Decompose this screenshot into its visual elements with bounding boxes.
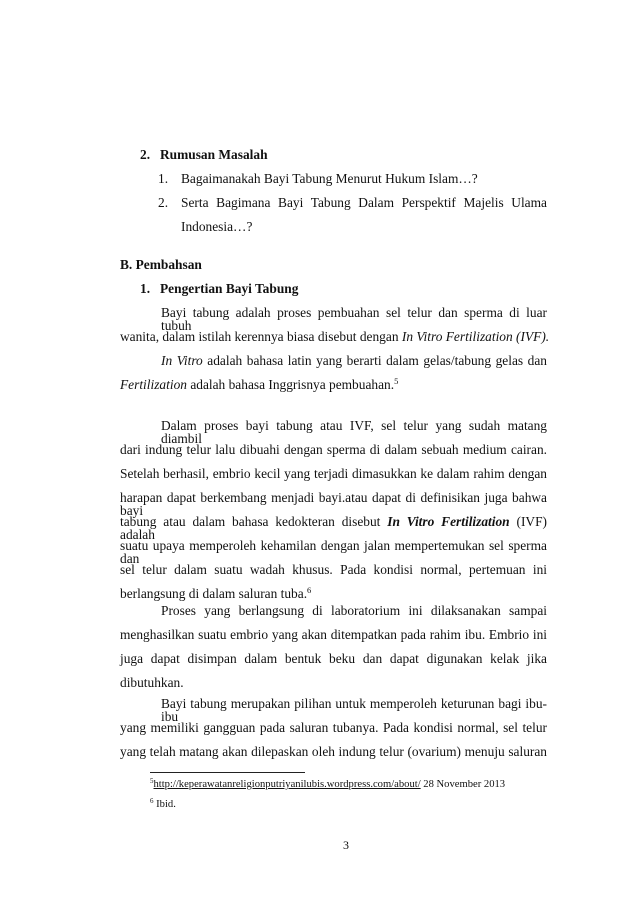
paragraph-line: Bayi tabung merupakan pilihan untuk memperoleh keturunan bagi ibu- ibu [161, 696, 547, 725]
paragraph-line: sel telur dalam suatu wadah khusus. Pada kondisi normal, pertemuan ini [120, 562, 547, 577]
section-heading-pembahasan: B. Pembahsan [120, 257, 202, 272]
section-heading-rumusan: Rumusan Masalah [160, 147, 268, 162]
footnote-number: 6 [150, 797, 154, 805]
footnote-separator [150, 772, 305, 773]
list-item-text: Bagaimanakah Bayi Tabung Menurut Hukum Islam…? [181, 171, 478, 186]
list-item-number: 1. [158, 171, 169, 186]
paragraph-line: wanita, dalam istilah kerennya biasa disebut dengan In Vitro Fertilization (IVF). [120, 329, 550, 344]
term-ivf: In Vitro Fertilization (IVF). [401, 329, 550, 344]
list-item-number: 2. [158, 195, 169, 210]
footnote-6: $^6$ Ibid. [150, 797, 176, 810]
paragraph-line: Bayi tabung adalah proses pembuahan sel telur dan sperma di luar tubuh [161, 305, 547, 334]
list-item-text: Serta Bagimana Bayi Tabung Dalam Perspektif Majelis Ulama [181, 195, 547, 210]
paragraph-line: menghasilkan suatu embrio yang akan ditempatkan pada rahim ibu. Embrio ini [120, 627, 547, 642]
paragraph-line: Fertilization adalah bahasa Inggrisnya pembuahan.$^5$ [120, 376, 399, 392]
footnote-link[interactable]: http://keperawatanreligionputriyanilubis.wordpress.com/about/ [153, 779, 421, 790]
paragraph-line: yang memiliki gangguan pada saluran tubanya. Pada kondisi normal, sel telur [120, 720, 547, 735]
paragraph-line: suatu upaya memperoleh kehamilan dengan jalan mempertemukan sel sperma dan [120, 538, 547, 567]
page-number: 3 [343, 838, 349, 852]
subsection-number: 1. [140, 281, 151, 296]
footnote-number: 5 [150, 777, 154, 785]
paragraph-line: juga dapat disimpan dalam bentuk beku dan dapat digunakan kelak jika [120, 651, 547, 666]
term-in-vitro: In Vitro [161, 353, 203, 368]
paragraph-line: berlangsung di dalam saluran tuba.$^6$ [120, 585, 312, 601]
paragraph-line: Setelah berhasil, embrio kecil yang terjadi dimasukkan ke dalam rahim dengan [120, 466, 547, 481]
paragraph-line: harapan dapat berkembang menjadi bayi.atau dapat di definisikan juga bahwa bayi [120, 490, 547, 519]
paragraph-line: In Vitro adalah bahasa latin yang berarti dalam gelas/tabung gelas dan [161, 353, 547, 368]
paragraph-line: Dalam proses bayi tabung atau IVF, sel telur yang sudah matang diambil [161, 418, 547, 447]
subsection-heading: Pengertian Bayi Tabung [160, 281, 299, 296]
footnote-ref: 6 [307, 585, 312, 595]
paragraph-line: dari indung telur lalu dibuahi dengan sperma di dalam sebuah medium cairan. [120, 442, 547, 457]
paragraph-line: dibutuhkan. [120, 675, 184, 690]
section-number: 2. [140, 147, 151, 162]
paragraph-line: tabung atau dalam bahasa kedokteran disebut In Vitro Fertilization (IVF) adalah [120, 514, 547, 543]
paragraph-line: Proses yang berlangsung di laboratorium ini dilaksanakan sampai [161, 603, 547, 618]
term-fertilization: Fertilization [120, 377, 187, 392]
paragraph-line: yang telah matang akan dilepaskan oleh indung telur (ovarium) menuju saluran [120, 744, 547, 759]
term-in-vitro-fertilization: In Vitro Fertilization [387, 514, 510, 529]
list-item-text-continued: Indonesia…? [181, 219, 253, 234]
footnote-5: $^5$http://keperawatanreligionputriyanilubis.wordpress.com/about/ 28 November 2013 [150, 777, 506, 790]
footnote-ref: 5 [394, 376, 399, 386]
